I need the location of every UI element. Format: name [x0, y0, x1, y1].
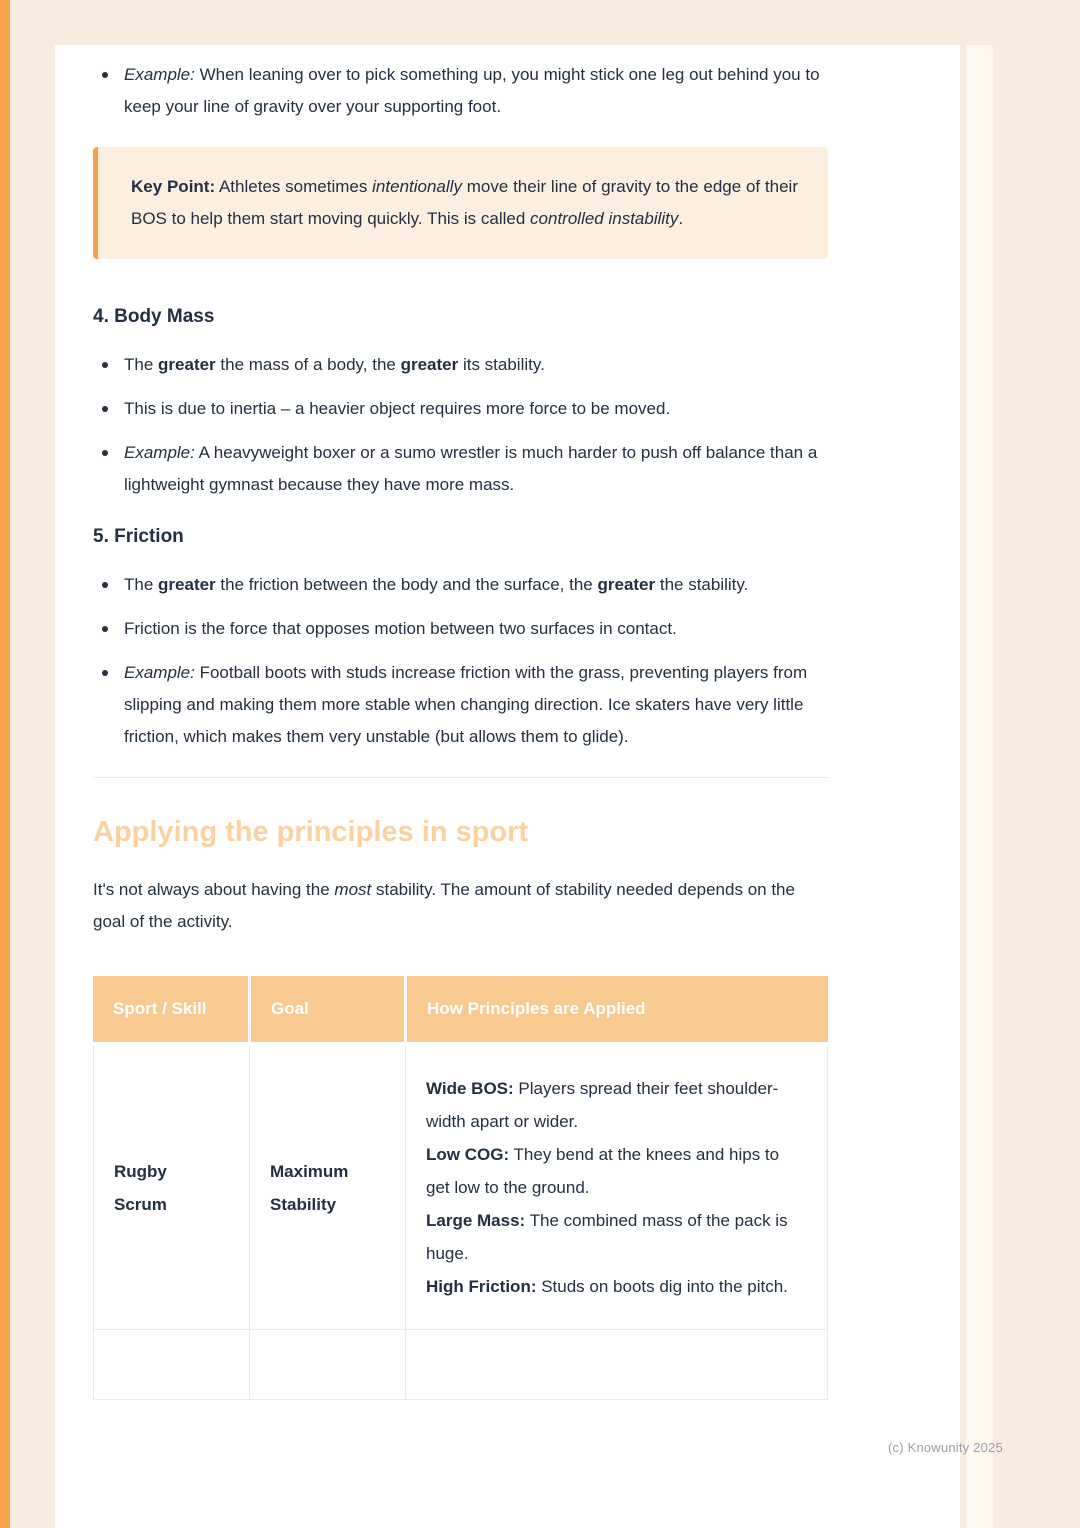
bullet-item	[93, 613, 828, 645]
bullet-text: Example: When leaning over to pick something up, you might stick one leg out behind you to keep your line of gravity over your supporting foot.	[124, 65, 820, 116]
table-cell-goal	[250, 1046, 406, 1330]
table-header-row	[93, 976, 828, 1042]
page-right-edge-band	[966, 45, 993, 1528]
table-cell-empty	[93, 1330, 250, 1400]
bullet-text: This is due to inertia – a heavier object requires more force to be moved.	[124, 399, 671, 418]
table-cell-empty	[250, 1330, 406, 1400]
table-row-partial	[93, 1330, 828, 1400]
principle-line: High Friction: Studs on boots dig into the pitch.	[426, 1277, 788, 1296]
bullet-text: Example: Football boots with studs increase friction with the grass, preventing players from slipping and making them more stable when changing direction. Ice skaters have very little friction, which makes them very unstable (but allows them to glide).	[124, 663, 808, 746]
section-divider	[93, 777, 828, 778]
principle-line: Large Mass: The combined mass of the pack is huge.	[426, 1211, 788, 1263]
table-header-principles: How Principles are Applied	[407, 976, 828, 1042]
watermark: (c) Knowunity 2025	[888, 1440, 1003, 1455]
bullet-item	[93, 657, 828, 753]
applying-heading: Applying the principles in sport	[93, 816, 529, 848]
table-header-sport-skill: Sport / Skill	[93, 976, 248, 1042]
table-cell-principles	[406, 1046, 828, 1330]
top-bullet-list	[93, 59, 828, 123]
sport-label: Rugby Scrum	[114, 1161, 167, 1214]
goal-label: Maximum Stability	[270, 1161, 349, 1214]
keypoint-text: Key Point: Athletes sometimes intentionally move their line of gravity to the edge of their BOS to help them start moving quickly. This is called controlled instability.	[131, 177, 798, 228]
document-content	[93, 45, 828, 1400]
bullet-item	[93, 59, 828, 123]
principle-line: Wide BOS: Players spread their feet shoulder-width apart or wider.	[426, 1079, 779, 1131]
body-mass-bullet-list	[93, 349, 828, 501]
keypoint-callout	[93, 147, 828, 259]
table-cell-empty	[406, 1330, 828, 1400]
section-heading-friction: 5. Friction	[93, 526, 184, 547]
bullet-item	[93, 349, 828, 381]
table-header-goal: Goal	[251, 976, 404, 1042]
bullet-item	[93, 569, 828, 601]
friction-bullet-list	[93, 569, 828, 753]
table-cell-sport	[93, 1046, 250, 1330]
document-sheet	[55, 45, 960, 1528]
principle-line: Low COG: They bend at the knees and hips to get low to the ground.	[426, 1145, 780, 1197]
bullet-item	[93, 437, 828, 501]
bullet-text: Example: A heavyweight boxer or a sumo wrestler is much harder to push off balance than a lightweight gymnast because they have more mass.	[124, 443, 818, 494]
section-heading-body-mass: 4. Body Mass	[93, 306, 215, 327]
bullet-text: Friction is the force that opposes motion between two surfaces in contact.	[124, 619, 677, 638]
bullet-text: The greater the mass of a body, the greater its stability.	[124, 355, 545, 374]
page-left-accent-bar	[0, 0, 10, 1528]
applying-intro: It's not always about having the most stability. The amount of stability needed depends on the goal of the activity.	[93, 880, 795, 931]
principles-table	[93, 976, 828, 1400]
table-row-rugby-scrum	[93, 1046, 828, 1330]
bullet-text: The greater the friction between the body and the surface, the greater the stability.	[124, 575, 749, 594]
bullet-item	[93, 393, 828, 425]
